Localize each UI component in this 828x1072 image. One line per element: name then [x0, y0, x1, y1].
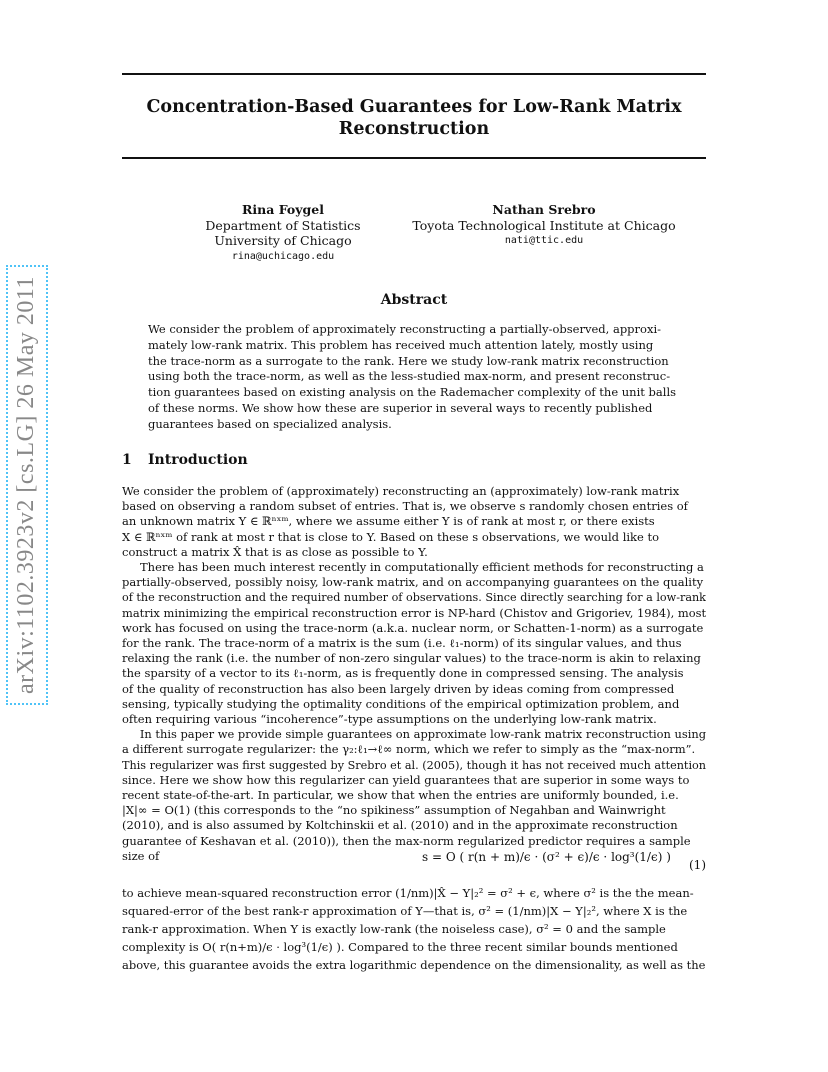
para3-line: since. Here we show how this regularizer can yield guarantees that are superior in some ways to: [122, 772, 690, 787]
intro-line: an unknown matrix Y ∈ ℝⁿˣᵐ, where we assume either Y is of rank at most r, or there exists: [122, 514, 655, 529]
author-1-name: Rina Foygel: [242, 202, 324, 217]
para3-line: This regularizer was first suggested by Srebro et al. (2005), though it has not received much attention: [122, 757, 707, 772]
arxiv-stamp: arXiv:1102.3923v2 [cs.LG] 26 May 2011: [6, 265, 48, 705]
para3-line: recent state-of-the-art. In particular, we show that when the entries are uniformly bounded, i.e.: [122, 788, 679, 803]
para2-line: sensing, typically studying the optimality conditions of the empirical optimization problem, and: [122, 696, 680, 711]
para2-line: work has focused on using the trace-norm (a.k.a. nuclear norm, or Schatten-1-norm) as a surrogate: [122, 620, 704, 635]
para2-line: matrix minimizing the empirical reconstruction error is NP-hard (Chistov and Grigoriev, 1984), most: [122, 605, 707, 620]
abstract-line: guarantees based on specialized analysis.: [148, 416, 392, 431]
author-2-email[interactable]: nati@ttic.edu: [504, 235, 584, 246]
equation-expression: s = O ( r(n + m)/ϵ · (σ² + ϵ)/ϵ · log³(1/ϵ) ): [422, 850, 671, 864]
para2-line: relaxing the rank (i.e. the number of non-zero singular values) to the trace-norm is akin to relaxing: [122, 651, 701, 666]
para3-line: |X|∞ = O(1) (this corresponds to the “no spikiness” assumption of Negahban and Wainwright: [122, 803, 666, 818]
para4-line: rank-r approximation. When Y is exactly low-rank (the noiseless case), σ² = 0 and the sample: [122, 922, 666, 936]
abstract-heading: Abstract: [380, 292, 448, 308]
abstract-line: We consider the problem of approximately reconstructing a partially-observed, approxi-: [148, 322, 662, 336]
para2-line: of the quality of reconstruction has also been largely driven by ideas coming from compressed: [122, 681, 675, 696]
intro-line: X ∈ ℝⁿˣᵐ of rank at most r that is close to Y. Based on these s observations, we would like to: [122, 529, 660, 544]
author-1-affiliation-1: Department of Statistics: [205, 217, 361, 233]
para3-line: a different surrogate regularizer: the γ₂:ℓ₁→ℓ∞ norm, which we refer to simply as the “max-norm”.: [122, 742, 696, 757]
para3-line: (2010), and is also assumed by Koltchinskii et al. (2010) and in the approximate reconstruction: [122, 818, 678, 833]
intro-line: We consider the problem of (approximately) reconstructing an (approximately) low-rank matrix: [122, 484, 680, 498]
para2-line: There has been much interest recently in computationally efficient methods for reconstructing a: [140, 560, 704, 575]
para2-line: of the reconstruction and the required number of observations. Since directly searching for a low-rank: [122, 590, 706, 605]
abstract-line: of these norms. We show how these are superior in several ways to recently published: [148, 400, 653, 415]
abstract-body: [148, 322, 680, 433]
equation-1: [122, 842, 706, 878]
paper-title: [122, 96, 706, 140]
title-line-1: Concentration-Based Guarantees for Low-Rank Matrix: [146, 97, 682, 117]
abstract-line: the trace-norm as a surrogate to the rank. Here we study low-rank matrix reconstruction: [148, 353, 669, 368]
abstract-line: tion guarantees based on existing analysis on the Rademacher complexity of the unit balls: [148, 385, 677, 400]
para2-line: the sparsity of a vector to its ℓ₁-norm, as is frequently done in compressed sensing. The analysis: [122, 666, 684, 681]
abstract-line: using both the trace-norm, as well as the less-studied max-norm, and present reconstruc-: [148, 369, 671, 384]
title-line-2: Reconstruction: [338, 119, 490, 139]
para2-line: partially-observed, possibly noisy, low-rank matrix, and on accompanying guarantees on the quality: [122, 575, 704, 590]
bottom-rule: [122, 157, 706, 159]
para4-line: above, this guarantee avoids the extra logarithmic dependence on the dimensionality, as well as the: [122, 958, 706, 972]
author-2-name: Nathan Srebro: [492, 202, 596, 217]
author-1: [198, 202, 368, 264]
para2-line: often requiring various “incoherence”-type assumptions on the underlying low-rank matrix.: [122, 712, 657, 727]
intro-line: based on observing a random subset of entries. That is, we observe s randomly chosen entries of: [122, 499, 688, 514]
top-rule: [122, 73, 706, 75]
section-title: Introduction: [148, 452, 248, 468]
section-heading: [122, 452, 248, 468]
author-2: [412, 202, 676, 249]
intro-body: [122, 484, 706, 864]
para2-line: for the rank. The trace-norm of a matrix is the sum (i.e. ℓ₁-norm) of its singular values, and thus: [122, 636, 682, 651]
abstract-line: mately low-rank matrix. This problem has received much attention lately, mostly using: [148, 337, 654, 352]
para4-line: squared-error of the best rank-r approximation of Y—that is, σ² = (1/nm)|X − Y|₂², where X is the: [122, 904, 688, 918]
para3-line: guarantee of Keshavan et al. (2010)), then the max-norm regularized predictor requires a sample: [122, 833, 691, 848]
para3-line: size of: [122, 848, 160, 863]
intro-line: construct a matrix X̂ that is as close as possible to Y.: [122, 544, 428, 559]
equation-number: (1): [689, 858, 706, 872]
para4-line: to achieve mean-squared reconstruction error (1/nm)|X̂ − Y|₂² = σ² + ϵ, where σ² is the the mean-: [122, 886, 694, 900]
post-equation-body: [122, 884, 706, 974]
author-1-email[interactable]: rina@uchicago.edu: [231, 250, 335, 262]
author-1-affiliation-2: University of Chicago: [214, 233, 352, 248]
para4-line: complexity is O( r(n+m)/ϵ · log³(1/ϵ) ). Compared to the three recent similar bounds mentioned: [122, 940, 678, 954]
author-2-affiliation-1: Toyota Technological Institute at Chicago: [412, 217, 676, 233]
section-number: 1: [122, 452, 132, 468]
para3-line: In this paper we provide simple guarantees on approximate low-rank matrix reconstruction using: [139, 727, 707, 742]
